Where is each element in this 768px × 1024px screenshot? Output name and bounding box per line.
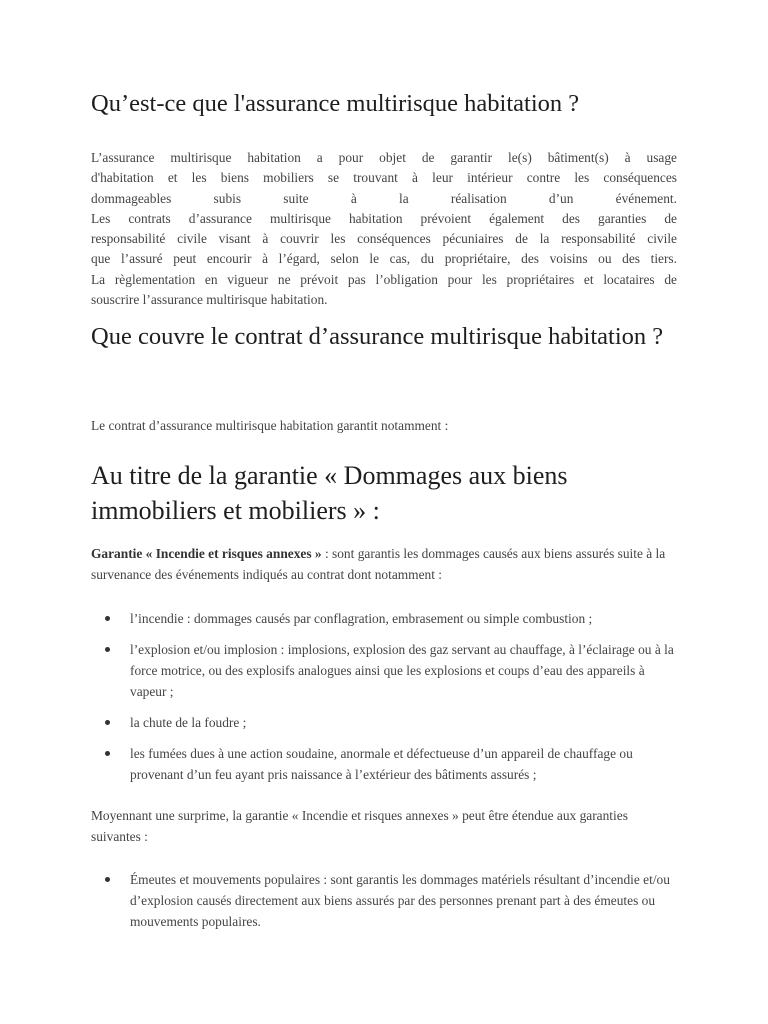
- list-item: [91, 869, 681, 932]
- intro-line: responsabilité civile visant à couvrir les conséquences pécuniaires de la responsabilité civile: [91, 231, 677, 247]
- intro-line: L’assurance multirisque habitation a pour objet de garantir le(s) bâtiment(s) à usage: [91, 150, 677, 165]
- bullet-icon: [105, 647, 110, 652]
- lead-paragraph: Le contrat d’assurance multirisque habitation garantit notamment :: [91, 418, 449, 433]
- intro-line: souscrire l’assurance multirisque habitation.: [91, 292, 328, 308]
- intro-line: que l’assuré peut encourir à l’égard, selon le cas, du propriétaire, des voisins ou des tiers.: [91, 251, 677, 267]
- list-item: [91, 639, 681, 702]
- intro-line: Les contrats d’assurance multirisque habitation prévoient également des garanties de: [91, 210, 677, 226]
- list-item-text: l’explosion et/ou implosion : implosions, explosion des gaz servant au chauffage, à l’éclairage ou à la force motrice, ou des explosifs analogues ainsi que les explosions et coups d’eau des appareils à vapeur ;: [130, 642, 674, 699]
- intro-line: d'habitation et les biens mobiliers se trouvant à leur intérieur contre les conséquences: [91, 170, 677, 186]
- garantie-title: Garantie « Incendie et risques annexes »: [91, 546, 322, 561]
- list-item-text: les fumées dues à une action soudaine, anormale et défectueuse d’un appareil de chauffage ou provenant d’un feu ayant pris naissance à l’extérieur des bâtiments assurés ;: [130, 746, 633, 782]
- bullet-icon: [105, 720, 110, 725]
- list-item-text: la chute de la foudre ;: [130, 715, 247, 730]
- list-item: [91, 608, 681, 629]
- section-heading: Que couvre le contrat d’assurance multirisque habitation ?: [91, 323, 664, 350]
- garantie-description: : sont garantis les dommages causés aux biens assurés suite à la survenance des événements indiqués au contrat dont notamment :: [91, 546, 666, 582]
- extension-paragraph: Moyennant une surprime, la garantie « Incendie et risques annexes » peut être étendue aux garanties suivantes :: [91, 808, 628, 844]
- list-item-text: Émeutes et mouvements populaires : sont garantis les dommages matériels résultant d’incendie et/ou d’explosion causés directement aux biens assurés par des personnes prenant part à des émeutes ou mouvements populaires.: [130, 872, 670, 929]
- subsection-heading: Au titre de la garantie « Dommages aux biens immobiliers et mobiliers » :: [91, 461, 568, 525]
- list-item: [91, 743, 681, 785]
- intro-line: La règlementation en vigueur ne prévoit pas l’obligation pour les propriétaires et locataires de: [91, 271, 677, 287]
- bullet-icon: [105, 877, 110, 882]
- risk-list: [91, 608, 681, 785]
- intro-line: dommageables subis suite à la réalisation d’un événement.: [91, 190, 677, 206]
- page-title: Qu’est-ce que l'assurance multirisque habitation ?: [91, 90, 580, 117]
- list-item-text: l’incendie : dommages causés par conflagration, embrasement ou simple combustion ;: [130, 611, 593, 626]
- list-item: [91, 712, 681, 733]
- garantie-paragraph: [91, 543, 677, 585]
- intro-paragraph: [91, 148, 677, 310]
- bullet-icon: [105, 616, 110, 621]
- extension-list: [91, 869, 681, 932]
- bullet-icon: [105, 751, 110, 756]
